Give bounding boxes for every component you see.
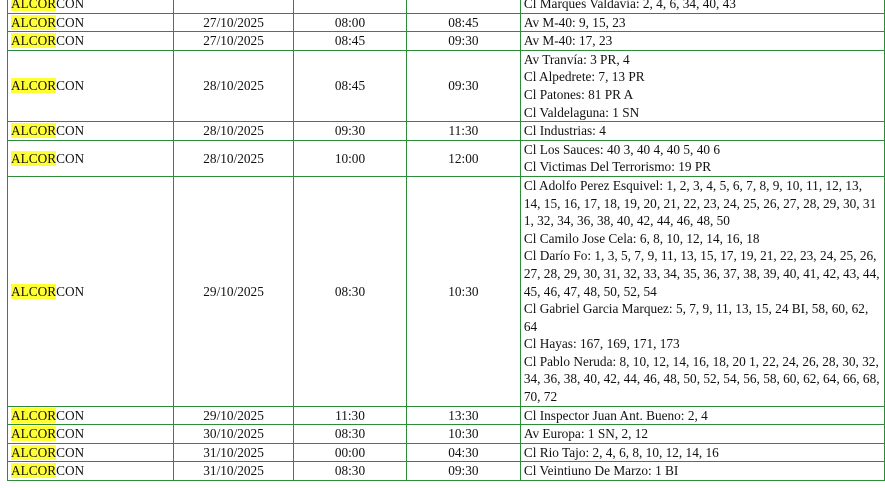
municipality-rest: CON <box>56 283 85 299</box>
street-entry: Cl Adolfo Perez Esquivel: 1, 2, 3, 4, 5, 6, 7, 8, 9, 10, 11, 12, 13, 14, 15, 16, 17, 18, 19, 20, 21, 22, 23, 24, 25, 26, 27, 28, 29, 30, 31 1, 32, 34, 36, 38, 40, 42, 44, 46, 48, 50 <box>523 177 877 229</box>
outage-schedule-table-wrapper <box>7 0 885 481</box>
start-time-cell: 08:45 <box>293 50 406 121</box>
municipality-cell <box>8 140 174 176</box>
municipality-cell <box>8 443 174 462</box>
streets-cell <box>520 140 884 176</box>
table-row <box>8 0 885 13</box>
municipality-rest: CON <box>56 426 85 442</box>
date-cell: 28/10/2025 <box>174 122 294 141</box>
street-entry: Av Europa: 1 SN, 2, 12 <box>523 426 649 442</box>
search-highlight: ALCOR <box>11 426 57 442</box>
street-entry: Cl Patones: 81 PR A <box>523 86 634 102</box>
street-entry: Cl Valdelaguna: 1 SN <box>523 104 640 120</box>
search-highlight: ALCOR <box>11 463 57 479</box>
table-row <box>8 50 885 121</box>
municipality-rest: CON <box>56 150 85 166</box>
date-cell: 31/10/2025 <box>174 462 294 481</box>
end-time-cell: 10:30 <box>406 176 520 406</box>
end-time-cell <box>406 0 520 13</box>
end-time-cell: 13:30 <box>406 406 520 425</box>
street-entry: Cl Alpedrete: 7, 13 PR <box>523 69 645 85</box>
table-row <box>8 32 885 51</box>
municipality-cell <box>8 13 174 32</box>
streets-cell <box>520 50 884 121</box>
start-time-cell: 09:30 <box>293 122 406 141</box>
end-time-cell: 08:45 <box>406 13 520 32</box>
table-row <box>8 443 885 462</box>
municipality-cell <box>8 32 174 51</box>
municipality-cell <box>8 50 174 121</box>
date-cell: 29/10/2025 <box>174 406 294 425</box>
date-cell <box>174 0 294 13</box>
start-time-cell: 08:00 <box>293 13 406 32</box>
municipality-cell <box>8 425 174 444</box>
street-entry: Cl Industrias: 4 <box>523 123 606 139</box>
start-time-cell: 11:30 <box>293 406 406 425</box>
table-row <box>8 140 885 176</box>
search-highlight: ALCOR <box>11 407 57 423</box>
street-entry: Av M-40: 9, 15, 23 <box>523 14 626 30</box>
search-highlight: ALCOR <box>11 0 56 11</box>
search-highlight: ALCOR <box>11 78 57 94</box>
street-entry: Cl Los Sauces: 40 3, 40 4, 40 5, 40 6 <box>523 141 720 157</box>
municipality-rest: CON <box>56 444 85 460</box>
municipality-rest: CON <box>56 407 85 423</box>
municipality-cell <box>8 176 174 406</box>
table-row <box>8 406 885 425</box>
search-highlight: ALCOR <box>11 14 57 30</box>
date-cell: 27/10/2025 <box>174 32 294 51</box>
streets-cell <box>520 0 884 13</box>
table-row <box>8 13 885 32</box>
start-time-cell: 08:30 <box>293 425 406 444</box>
date-cell: 27/10/2025 <box>174 13 294 32</box>
municipality-rest: CON <box>56 463 85 479</box>
date-cell: 29/10/2025 <box>174 176 294 406</box>
street-entry: Cl Camilo Jose Cela: 6, 8, 10, 12, 14, 16, 18 <box>523 230 760 246</box>
streets-cell <box>520 32 884 51</box>
search-highlight: ALCOR <box>11 444 57 460</box>
streets-cell <box>520 443 884 462</box>
streets-cell <box>520 462 884 481</box>
street-entry: Cl Gabriel Garcia Marquez: 5, 7, 9, 11, 13, 15, 24 BI, 58, 60, 62, 64 <box>523 301 869 334</box>
streets-cell <box>520 176 884 406</box>
outage-schedule-table <box>7 0 885 481</box>
street-entry: Cl Veintiuno De Marzo: 1 BI <box>523 463 679 479</box>
search-highlight: ALCOR <box>11 123 57 139</box>
date-cell: 31/10/2025 <box>174 443 294 462</box>
municipality-cell <box>8 462 174 481</box>
municipality-rest: CON <box>56 0 85 11</box>
street-entry: Cl Rio Tajo: 2, 4, 6, 8, 10, 12, 14, 16 <box>523 444 719 460</box>
streets-cell <box>520 122 884 141</box>
streets-cell <box>520 406 884 425</box>
municipality-rest: CON <box>56 123 85 139</box>
end-time-cell: 09:30 <box>406 462 520 481</box>
start-time-cell: 08:30 <box>293 462 406 481</box>
end-time-cell: 10:30 <box>406 425 520 444</box>
search-highlight: ALCOR <box>11 283 57 299</box>
date-cell: 28/10/2025 <box>174 50 294 121</box>
streets-cell <box>520 13 884 32</box>
start-time-cell <box>293 0 406 13</box>
municipality-cell <box>8 0 174 13</box>
end-time-cell: 09:30 <box>406 32 520 51</box>
date-cell: 28/10/2025 <box>174 140 294 176</box>
search-highlight: ALCOR <box>11 33 57 49</box>
search-highlight: ALCOR <box>11 150 57 166</box>
municipality-rest: CON <box>56 14 85 30</box>
street-entry: Cl Marques Valdavia: 2, 4, 6, 34, 40, 43 <box>523 0 736 11</box>
table-row <box>8 176 885 406</box>
start-time-cell: 10:00 <box>293 140 406 176</box>
municipality-rest: CON <box>56 33 85 49</box>
end-time-cell: 12:00 <box>406 140 520 176</box>
table-row <box>8 122 885 141</box>
street-entry: Cl Hayas: 167, 169, 171, 173 <box>523 336 680 352</box>
end-time-cell: 04:30 <box>406 443 520 462</box>
streets-cell <box>520 425 884 444</box>
street-entry: Av M-40: 17, 23 <box>523 33 613 49</box>
end-time-cell: 11:30 <box>406 122 520 141</box>
street-entry: Cl Darío Fo: 1, 3, 5, 7, 9, 11, 13, 15, 17, 19, 21, 22, 23, 24, 25, 26, 27, 28, 29, 30, 31, 32, 33, 34, 35, 36, 37, 38, 39, 40, 41, 42, 43, 44, 45, 46, 47, 48, 50, 52, 54 <box>523 248 880 299</box>
municipality-rest: CON <box>56 78 85 94</box>
date-cell: 30/10/2025 <box>174 425 294 444</box>
municipality-cell <box>8 406 174 425</box>
end-time-cell: 09:30 <box>406 50 520 121</box>
street-entry: Av Tranvía: 3 PR, 4 <box>523 51 630 67</box>
table-body <box>8 0 885 481</box>
street-entry: Cl Inspector Juan Ant. Bueno: 2, 4 <box>523 407 708 423</box>
street-entry: Cl Victimas Del Terrorismo: 19 PR <box>523 159 712 175</box>
municipality-cell <box>8 122 174 141</box>
start-time-cell: 08:45 <box>293 32 406 51</box>
table-row <box>8 462 885 481</box>
street-entry: Cl Pablo Neruda: 8, 10, 12, 14, 16, 18, 20 1, 22, 24, 26, 28, 30, 32, 34, 36, 38, 40, 42, 44, 46, 48, 50, 52, 54, 56, 58, 60, 62, 64, 66, 68, 70, 72 <box>523 353 880 405</box>
start-time-cell: 00:00 <box>293 443 406 462</box>
start-time-cell: 08:30 <box>293 176 406 406</box>
table-row <box>8 425 885 444</box>
